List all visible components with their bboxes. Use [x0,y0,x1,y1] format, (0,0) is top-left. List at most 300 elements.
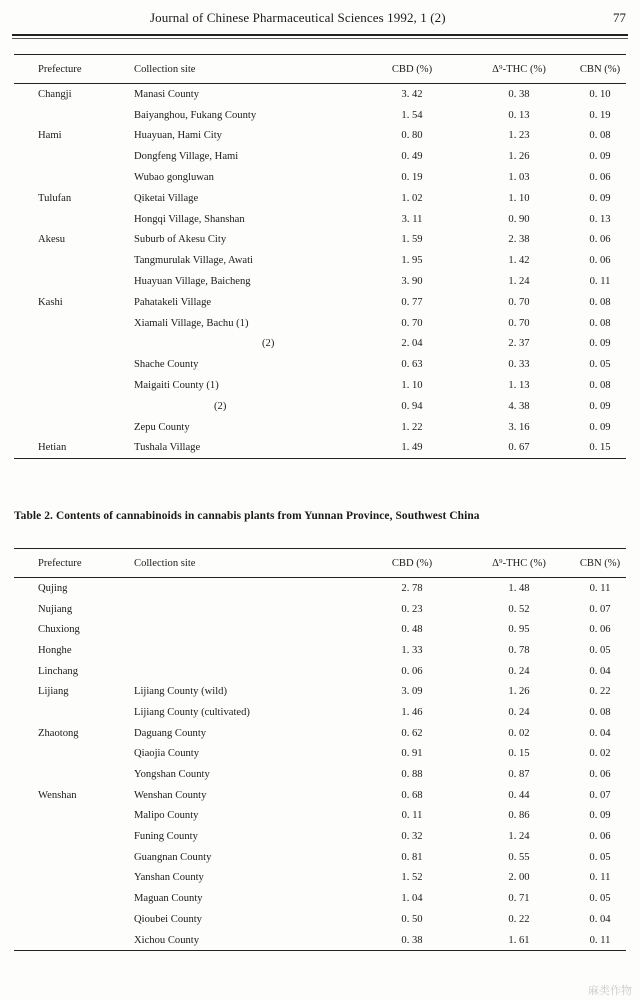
prefecture-cell [14,661,134,682]
cbd-cell-text: 0. 70 [401,317,423,329]
site-cell [134,438,360,459]
thc-cell [464,930,574,951]
thc-cell-text: 0. 67 [508,442,530,454]
site-cell-text: Yongshan County [134,769,210,781]
cbd-cell-text: 1. 95 [401,255,423,267]
cbn-cell [574,334,626,355]
cbn-cell [574,230,626,251]
site-cell-text: Malipo County [134,810,199,822]
cbd-cell [360,661,464,682]
site-cell-text: Daguang County [134,727,207,739]
cbd-cell-text: 0. 32 [401,831,423,843]
prefecture-cell [14,702,134,723]
thc-cell-text: 1. 03 [508,172,530,184]
site-cell [134,230,360,251]
cbd-cell [360,84,464,105]
thc-cell [464,209,574,230]
cbn-cell [574,209,626,230]
site-cell [134,888,360,909]
prefecture-cell-text: Lijiang [38,686,69,698]
thc-cell [464,126,574,147]
site-cell [134,188,360,209]
table-row [14,146,626,167]
cbd-cell-text: 0. 50 [401,913,423,925]
cbn-cell [574,375,626,396]
cbd-cell [360,764,464,785]
thc-cell [464,354,574,375]
prefecture-cell [14,806,134,827]
cbn-cell [574,396,626,417]
thc-cell-text: 0. 33 [508,359,530,371]
site-cell-text: Huayuan, Hami City [134,130,222,142]
cbd-cell [360,723,464,744]
thc-cell [464,250,574,271]
site-cell-text: (2) [262,338,275,350]
thc-cell-text: 0. 78 [508,644,530,656]
site-cell [134,640,360,661]
thc-cell-text: 1. 13 [508,380,530,392]
site-cell [134,250,360,271]
thc-cell-text: 0. 13 [508,109,530,121]
thc-cell [464,868,574,889]
cbd-cell-text: 3. 90 [401,276,423,288]
col-header-cbn: CBN (%) [574,549,626,578]
site-cell [134,292,360,313]
thc-cell-text: 1. 61 [508,934,530,946]
cbn-cell [574,744,626,765]
thc-cell [464,888,574,909]
cbd-cell [360,354,464,375]
site-cell-text: Wenshan County [134,789,207,801]
site-cell [134,909,360,930]
site-cell-text: Baiyanghou, Fukang County [134,109,257,121]
cbn-cell [574,806,626,827]
cbd-cell [360,640,464,661]
cbn-cell [574,271,626,292]
table-row [14,619,626,640]
site-cell [134,354,360,375]
site-cell [134,847,360,868]
prefecture-cell-text: Wenshan [38,789,77,801]
cbd-cell-text: 0. 38 [401,934,423,946]
table-row [14,909,626,930]
cbn-cell-text: 0. 08 [589,130,611,142]
prefecture-cell [14,313,134,334]
cbn-cell [574,702,626,723]
thc-cell [464,375,574,396]
cbd-cell [360,105,464,126]
prefecture-cell [14,681,134,702]
table-row [14,417,626,438]
cbn-cell-text: 0. 04 [589,727,611,739]
cbn-cell-text: 0. 22 [589,686,611,698]
thc-cell-text: 0. 15 [508,748,530,760]
thc-cell-text: 1. 23 [508,130,530,142]
cbd-cell [360,888,464,909]
prefecture-cell [14,619,134,640]
cbn-cell-text: 0. 04 [589,913,611,925]
site-cell [134,702,360,723]
cbn-cell [574,188,626,209]
thc-cell-text: 0. 22 [508,913,530,925]
cbd-cell [360,188,464,209]
thc-cell [464,438,574,459]
cbd-cell-text: 1. 10 [401,380,423,392]
table-2-caption: Table 2. Contents of cannabinoids in cannabis plants from Yunnan Province, Southwest China [14,510,480,522]
table-row [14,334,626,355]
cbn-cell-text: 0. 08 [589,317,611,329]
prefecture-cell [14,271,134,292]
site-cell-text: Hongqi Village, Shanshan [134,213,245,225]
cbn-cell-text: 0. 09 [589,151,611,163]
cbd-cell-text: 2. 78 [401,582,423,594]
cbn-cell [574,681,626,702]
prefecture-cell [14,292,134,313]
site-cell [134,806,360,827]
thc-cell-text: 0. 71 [508,893,530,905]
table-1-body [14,84,626,459]
thc-cell-text: 0. 38 [508,88,530,100]
table-row [14,313,626,334]
col-header-prefecture: Prefecture [14,549,134,578]
thc-cell-text: 4. 38 [508,400,530,412]
thc-cell-text: 2. 00 [508,872,530,884]
prefecture-cell [14,909,134,930]
cbn-cell-text: 0. 06 [589,624,611,636]
site-cell-text: Shache County [134,359,199,371]
col-header-site: Collection site [134,55,360,84]
cbd-cell-text: 1. 22 [401,421,423,433]
cbd-cell-text: 0. 88 [401,769,423,781]
thc-cell [464,640,574,661]
prefecture-cell [14,744,134,765]
cbd-cell [360,209,464,230]
cbn-cell-text: 0. 06 [589,234,611,246]
cbd-cell [360,396,464,417]
thc-cell [464,396,574,417]
thc-cell [464,84,574,105]
thc-cell [464,146,574,167]
site-cell-text: Lijiang County (cultivated) [134,706,250,718]
table-row [14,681,626,702]
cbd-cell-text: 1. 46 [401,706,423,718]
header-rule-thin [12,38,628,39]
thc-cell [464,806,574,827]
table-row [14,785,626,806]
site-cell [134,868,360,889]
page-number: 77 [613,10,626,25]
cbn-cell-text: 0. 06 [589,172,611,184]
prefecture-cell [14,640,134,661]
cbd-cell-text: 1. 59 [401,234,423,246]
thc-cell-text: 1. 42 [508,255,530,267]
cbd-cell [360,292,464,313]
thc-cell [464,105,574,126]
site-cell [134,578,360,599]
site-cell-text: Manasi County [134,88,200,100]
cbd-cell-text: 3. 11 [401,213,423,225]
table-row [14,250,626,271]
site-cell [134,599,360,620]
prefecture-cell-text: Nujiang [38,603,73,615]
prefecture-cell-text: Zhaotong [38,727,79,739]
site-cell [134,785,360,806]
site-cell-text: Funing County [134,831,198,843]
cbn-cell [574,661,626,682]
cbn-cell-text: 0. 09 [589,338,611,350]
prefecture-cell [14,826,134,847]
prefecture-cell [14,105,134,126]
cbd-cell-text: 0. 80 [401,130,423,142]
site-cell [134,744,360,765]
thc-cell [464,167,574,188]
thc-cell-text: 1. 24 [508,276,530,288]
cbn-cell-text: 0. 02 [589,748,611,760]
table-row [14,230,626,251]
thc-cell [464,619,574,640]
thc-cell [464,702,574,723]
thc-cell-text: 0. 55 [508,851,530,863]
site-cell [134,167,360,188]
cbd-cell-text: 1. 33 [401,644,423,656]
thc-cell [464,847,574,868]
thc-cell [464,230,574,251]
thc-cell [464,764,574,785]
prefecture-cell [14,167,134,188]
thc-cell [464,785,574,806]
prefecture-cell [14,230,134,251]
cbn-cell-text: 0. 06 [589,255,611,267]
prefecture-cell-text: Changji [38,88,72,100]
thc-cell-text: 3. 16 [508,421,530,433]
prefecture-cell [14,146,134,167]
table-row [14,188,626,209]
prefecture-cell [14,868,134,889]
cbn-cell [574,438,626,459]
site-cell [134,84,360,105]
site-cell-text: Wubao gongluwan [134,172,214,184]
cbd-cell [360,826,464,847]
cbn-cell [574,292,626,313]
site-cell [134,930,360,951]
cbd-cell-text: 0. 49 [401,151,423,163]
site-cell-text: Xichou County [134,934,200,946]
cbn-cell-text: 0. 07 [589,789,611,801]
prefecture-cell [14,250,134,271]
cbd-cell-text: 1. 54 [401,109,423,121]
cbd-cell [360,909,464,930]
table-row [14,744,626,765]
table-row [14,702,626,723]
prefecture-cell [14,578,134,599]
cbn-cell-text: 0. 09 [589,400,611,412]
prefecture-cell [14,599,134,620]
table-row [14,209,626,230]
cbd-cell-text: 0. 06 [401,665,423,677]
table-row [14,271,626,292]
prefecture-cell-text: Hami [38,130,62,142]
site-cell [134,313,360,334]
col-header-cbn: CBN (%) [574,55,626,84]
site-cell [134,105,360,126]
cbn-cell-text: 0. 15 [589,442,611,454]
prefecture-cell-text: Hetian [38,442,67,454]
cbn-cell [574,826,626,847]
cbn-cell-text: 0. 19 [589,109,611,121]
cbn-cell [574,847,626,868]
cbd-cell [360,806,464,827]
table-row [14,84,626,105]
cbd-cell-text: 1. 02 [401,192,423,204]
cbn-cell [574,868,626,889]
thc-cell-text: 0. 87 [508,769,530,781]
site-cell [134,375,360,396]
site-cell-text: Dongfeng Village, Hami [134,151,239,163]
site-cell-text: Tushala Village [134,442,201,454]
cbd-cell [360,930,464,951]
site-cell [134,661,360,682]
col-header-cbd: CBD (%) [360,549,464,578]
site-cell-text: Qiaojia County [134,748,200,760]
prefecture-cell [14,126,134,147]
prefecture-cell-text: Akesu [38,234,66,246]
site-cell [134,417,360,438]
cbd-cell-text: 1. 52 [401,872,423,884]
prefecture-cell-text: Honghe [38,644,72,656]
cbd-cell [360,375,464,396]
cbd-cell [360,438,464,459]
table-row [14,292,626,313]
table-row [14,578,626,599]
table-row [14,599,626,620]
table-row [14,105,626,126]
thc-cell-text: 0. 44 [508,789,530,801]
site-cell [134,619,360,640]
cbn-cell-text: 0. 11 [589,934,611,946]
thc-cell [464,681,574,702]
site-cell [134,334,360,355]
site-cell-text: Xiamali Village, Bachu (1) [134,317,249,329]
cbn-cell [574,126,626,147]
cbn-cell [574,599,626,620]
cbn-cell-text: 0. 06 [589,831,611,843]
prefecture-cell [14,209,134,230]
header-rule-thick [12,34,628,36]
cbd-cell [360,744,464,765]
site-cell [134,271,360,292]
prefecture-cell-text: Tulufan [38,192,72,204]
cbd-cell [360,417,464,438]
table-row [14,640,626,661]
cbd-cell [360,313,464,334]
thc-cell [464,909,574,930]
thc-cell [464,661,574,682]
site-cell-text: Zepu County [134,421,190,433]
table-2 [14,548,626,951]
cbd-cell-text: 0. 48 [401,624,423,636]
prefecture-cell [14,354,134,375]
prefecture-cell [14,723,134,744]
cbd-cell-text: 3. 42 [401,88,423,100]
col-header-cbd: CBD (%) [360,55,464,84]
cbd-cell [360,785,464,806]
site-cell-text: Huayuan Village, Baicheng [134,276,251,288]
table-row [14,396,626,417]
thc-cell-text: 1. 26 [508,686,530,698]
cbn-cell-text: 0. 10 [589,88,611,100]
cbn-cell [574,619,626,640]
cbn-cell [574,250,626,271]
cbd-cell [360,167,464,188]
cbn-cell-text: 0. 07 [589,603,611,615]
thc-cell-text: 0. 90 [508,213,530,225]
watermark: 麻类作物 [588,984,632,997]
cbd-cell [360,230,464,251]
journal-title: Journal of Chinese Pharmaceutical Sciences 1992, 1 (2) [150,10,446,25]
cbd-cell-text: 0. 91 [401,748,423,760]
prefecture-cell-text: Qujing [38,582,68,594]
cbd-cell-text: 0. 23 [401,603,423,615]
running-head [0,0,640,30]
cbn-cell-text: 0. 11 [589,276,611,288]
cbn-cell [574,785,626,806]
col-header-thc: Δ⁹-THC (%) [464,549,574,578]
thc-cell [464,744,574,765]
thc-cell-text: 0. 95 [508,624,530,636]
table-row [14,847,626,868]
prefecture-cell [14,930,134,951]
cbd-cell-text: 0. 94 [401,400,423,412]
table-row [14,806,626,827]
thc-cell [464,826,574,847]
cbd-cell-text: 2. 04 [401,338,423,350]
thc-cell [464,313,574,334]
site-cell [134,826,360,847]
cbn-cell [574,417,626,438]
site-cell-text: Guangnan County [134,851,212,863]
prefecture-cell [14,188,134,209]
cbn-cell [574,930,626,951]
cbn-cell-text: 0. 08 [589,296,611,308]
cbd-cell [360,619,464,640]
table-row [14,723,626,744]
cbn-cell-text: 0. 13 [589,213,611,225]
thc-cell-text: 1. 48 [508,582,530,594]
cbn-cell [574,167,626,188]
cbn-cell [574,84,626,105]
cbd-cell [360,578,464,599]
col-header-prefecture: Prefecture [14,55,134,84]
prefecture-cell [14,847,134,868]
site-cell [134,146,360,167]
site-cell-text: Pahatakeli Village [134,296,212,308]
prefecture-cell [14,764,134,785]
site-cell [134,396,360,417]
cbn-cell-text: 0. 08 [589,380,611,392]
cbn-cell [574,313,626,334]
cbd-cell [360,334,464,355]
prefecture-cell-text: Kashi [38,296,63,308]
cbn-cell-text: 0. 11 [589,872,611,884]
thc-cell-text: 1. 10 [508,192,530,204]
cbn-cell [574,764,626,785]
cbd-cell-text: 0. 11 [401,810,423,822]
thc-cell-text: 0. 70 [508,317,530,329]
cbn-cell-text: 0. 05 [589,644,611,656]
site-cell-text: Suburb of Akesu City [134,234,227,246]
thc-cell-text: 0. 24 [508,706,530,718]
table-row [14,888,626,909]
